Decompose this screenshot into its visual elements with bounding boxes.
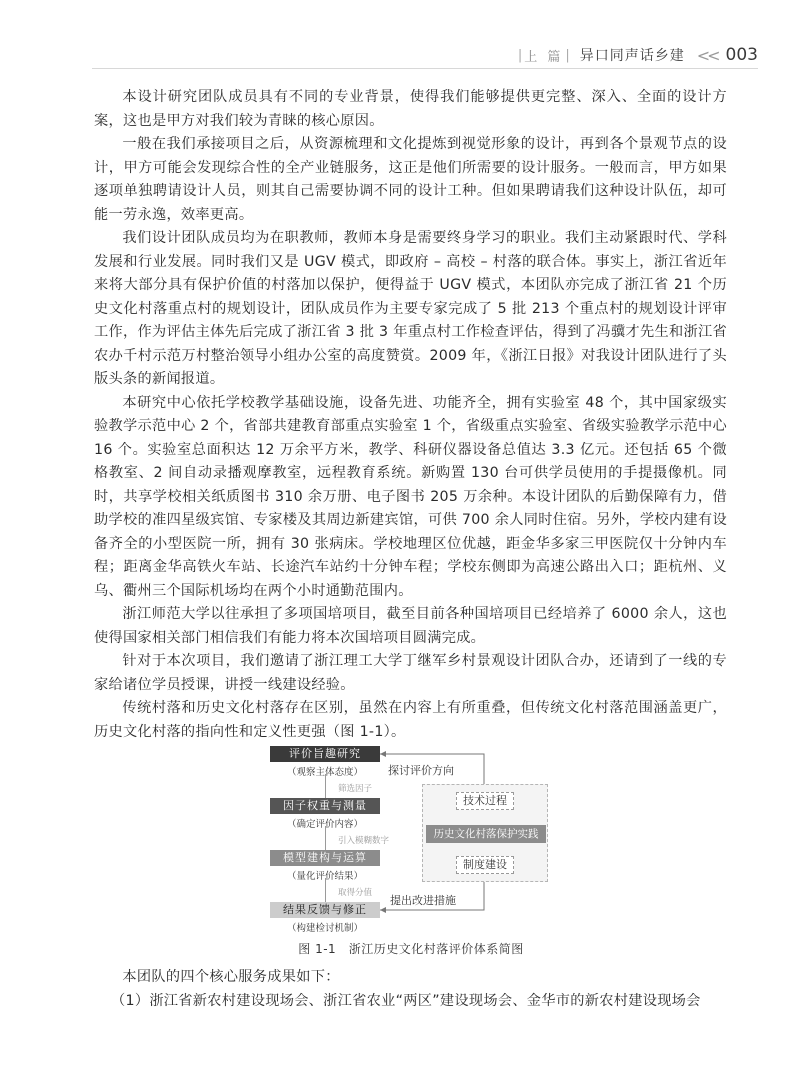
step-box-3: 模型建构与运算 bbox=[270, 850, 380, 866]
step-note-2: （确定评价内容） bbox=[286, 819, 363, 830]
step-box-2: 因子权重与测量 bbox=[270, 798, 380, 814]
paragraph: 针对于本次项目，我们邀请了浙江理工大学丁继军乡村景观设计团队合办，还请到了一线的专家给诸位学员授课，讲授一线建设经验。 bbox=[94, 653, 727, 693]
institution-label: 制度建设 bbox=[456, 856, 514, 874]
connector-label-1: 筛选因子 bbox=[338, 784, 373, 794]
step-box-4: 结果反馈与修正 bbox=[270, 902, 380, 918]
paragraph: 本研究中心依托学校教学基础设施，设备先进、功能齐全，拥有实验室 48 个，其中国家级实验教学示范中心 2 个，省部共建教育部重点实验室 1 个，省级重点实验室、省级实验教学示范中心 16 个。实验室总面积达 12 万余平方米，教学、科研仪器设备总值达 3.3 亿元。还包括 65 个微格教室、2 间自动录播观摩教室，远程教育系统。新购置 130 台可供学员使用的手提摄像机。同时，共享学校相关纸质图书 310 余万册、电子图书 205 万余种。本设计团队的后勤保障有力，借助学校的准四星级宾馆、专家楼及其周边新建宾馆，可供 700 余人同时住宿。另外，学校内建有设备齐全的小型医院一所，拥有 30 张病床。学校地理区位优越，距金华多家三甲医院仅十分钟内车程；距离金华高铁火车站、长途汽车站约十分钟车程；学校东侧即为高速公路出入口；距杭州、义乌、衢州三个国际机场均在两个小时通勤范围内。 bbox=[94, 394, 727, 599]
flow-label-bottom: 提出改进措施 bbox=[390, 894, 456, 907]
step-note-3: （量化评价结果） bbox=[286, 871, 363, 882]
step-box-1: 评价旨趣研究 bbox=[270, 746, 380, 762]
header-bar-right: | bbox=[565, 47, 570, 63]
core-practice-label: 历史文化村落保护实践 bbox=[426, 825, 546, 843]
paragraph: 本设计研究团队成员具有不同的专业背景，使得我们能够提供更完整、深入、全面的设计方案，这也是甲方对我们较为青睐的核心原因。 bbox=[94, 89, 727, 129]
header-arrows-icon: << bbox=[696, 45, 718, 65]
figure-evaluation-diagram bbox=[266, 744, 556, 954]
paragraph: 一般在我们承接项目之后，从资源梳理和文化提炼到视觉形象的设计，再到各个景观节点的设计，甲方可能会发现综合性的全产业链服务，这正是他们所需要的设计服务。一般而言，甲方如果逐项单独聘请设计人员，则其自己需要协调不同的设计工种。但如果聘请我们这种设计队伍，却可能一劳永逸，效率更高。 bbox=[94, 136, 727, 223]
tech-process-label: 技术过程 bbox=[456, 792, 514, 810]
paragraph: 传统村落和历史文化村落存在区别，虽然在内容上有所重叠，但传统文化村落范围涵盖更广，历史文化村落的指向性和定义性更强（图 1-1）。 bbox=[94, 700, 727, 740]
running-header bbox=[516, 44, 758, 66]
header-rule bbox=[92, 68, 758, 69]
header-bar-left: | bbox=[517, 47, 523, 63]
paragraph: 浙江师范大学以往承担了多项国培项目，截至目前各种国培项目已经培养了 6000 余人，这也使得国家相关部门相信我们有能力将本次国培项目圆满完成。 bbox=[94, 606, 727, 646]
header-chapter-title: 异口同声话乡建 bbox=[579, 48, 685, 64]
page-number: 003 bbox=[725, 45, 758, 65]
figure-caption: 图 1-1 浙江历史文化村落评价体系简图 bbox=[298, 942, 524, 956]
list-item: （1）浙江省新农村建设现场会、浙江省农业“两区”建设现场会、金华市的新农村建设现场会 bbox=[111, 992, 701, 1009]
paragraph: 本团队的四个核心服务成果如下： bbox=[122, 969, 340, 985]
paragraph: 我们设计团队成员均为在职教师，教师本身是需要终身学习的职业。我们主动紧跟时代、学科发展和行业发展。同时我们又是 UGV 模式，即政府 – 高校 – 村落的联合体。事实上，浙江省近年来将大部分具有保护价值的村落加以保护，便得益于 UGV 模式，本团队亦完成了浙江省 21 个历史文化村落重点村的规划设计，团队成员作为主要专家完成了 5 批 213 个重点村的规划设计评审工作，作为评估主体先后完成了浙江省 3 批 3 年重点村工作检查评估，得到了冯骥才先生和浙江省农办千村示范万村整治领导小组办公室的高度赞赏。2009 年，《浙江日报》对我设计团队进行了头版头条的新闻报道。 bbox=[94, 230, 727, 387]
step-note-1: （观察主体态度） bbox=[286, 767, 363, 778]
body-text bbox=[94, 86, 727, 744]
step-note-4: （构建检讨机制） bbox=[286, 923, 363, 934]
tail-text bbox=[94, 966, 734, 1013]
connector-label-3: 取得分值 bbox=[338, 888, 373, 898]
connector-label-2: 引入模糊数字 bbox=[338, 836, 390, 846]
header-part: 上 篇 bbox=[524, 49, 564, 65]
flow-label-top: 探讨评价方向 bbox=[388, 764, 454, 777]
